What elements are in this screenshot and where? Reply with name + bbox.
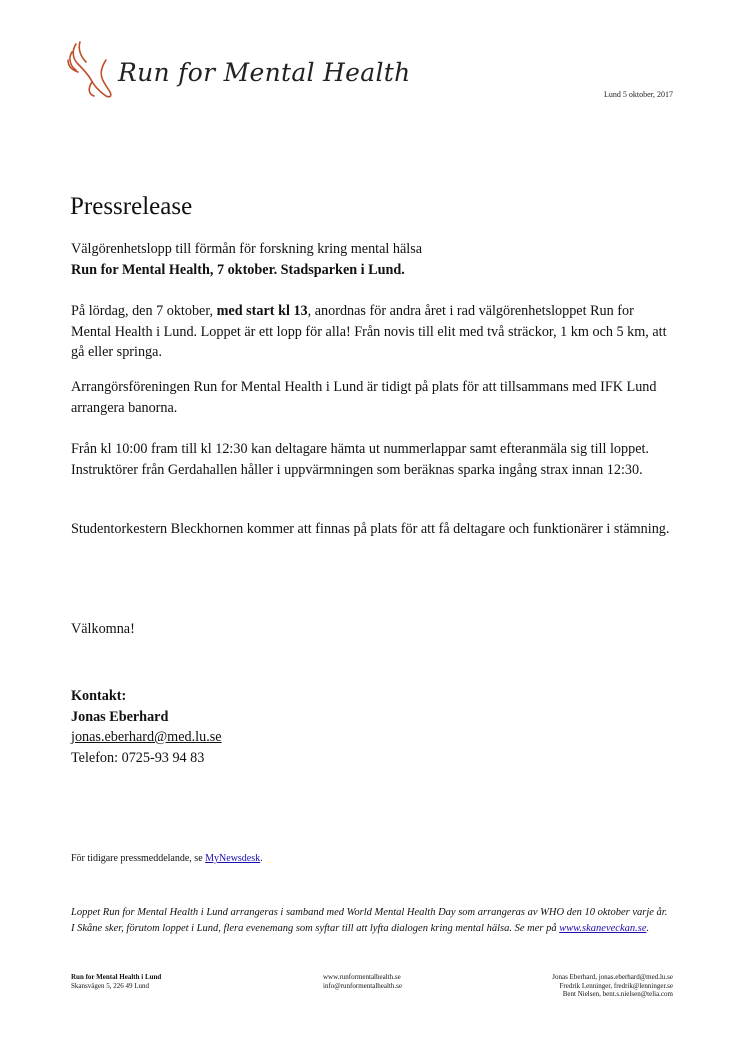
paragraph-organizer: Arrangörsföreningen Run for Mental Health i Lund är tidigt på plats för att tillsammans med IFK Lund arrangera banorna. bbox=[71, 379, 657, 416]
paragraph-intro bbox=[71, 301, 671, 363]
background-note bbox=[71, 905, 671, 937]
letter-date: Lund 5 oktober, 2017 bbox=[603, 90, 673, 99]
mynewsdesk-link[interactable]: MyNewsdesk bbox=[205, 853, 261, 864]
contact-email-link[interactable]: jonas.eberhard@med.lu.se bbox=[71, 729, 222, 745]
footer-contact-2: Fredrik Lenninger, fredrik@lenninger.se bbox=[559, 981, 673, 990]
contact-phone: Telefon: 0725-93 94 83 bbox=[71, 749, 205, 766]
footer-address: Skansvägen 5, 226 49 Lund bbox=[71, 981, 149, 990]
footer-contact-1: Jonas Eberhard, jonas.eberhard@med.lu.se bbox=[552, 973, 673, 981]
previous-releases-end: . bbox=[260, 853, 263, 864]
footer-info-email: info@runformentalhealth.se bbox=[323, 981, 402, 990]
paragraph-intro-text-rest: , anordnas för andra året i rad välgörenhetsloppet Run for Mental Health i Lund. Loppet är ett lopp för alla! Från novis till elit med två sträckor, 1 km och 5 km, att gå eller springa. bbox=[71, 303, 667, 360]
contact-name: Jonas Eberhard bbox=[71, 708, 169, 725]
footer-website: www.runformentalhealth.se bbox=[323, 973, 401, 981]
footer-contact-3: Bent Nielsen, bent.s.nielsen@telia.com bbox=[562, 990, 673, 998]
paragraph-music: Studentorkestern Bleckhornen kommer att finnas på plats för att få deltagare och funktionärer i stämning. bbox=[71, 521, 670, 537]
footer-web bbox=[323, 973, 402, 990]
skaneveckan-link[interactable]: www.skaneveckan.se bbox=[559, 923, 647, 934]
footer-contacts bbox=[552, 973, 673, 999]
previous-releases bbox=[71, 853, 263, 864]
background-note-end: . bbox=[646, 923, 650, 934]
footer-org-name: Run for Mental Health i Lund bbox=[71, 973, 162, 981]
footer-organization bbox=[71, 973, 161, 990]
contact-label: Kontakt: bbox=[71, 688, 127, 704]
logo-wordmark: Run for Mental Health bbox=[118, 58, 411, 87]
paragraph-schedule: Från kl 10:00 fram till kl 12:30 kan deltagare hämta ut nummerlappar samt efteranmäla sig till loppet. Instruktörer från Gerdahallen håller i uppvärmningen som beräknas sparka ingång strax innan 12:30. bbox=[71, 441, 649, 478]
subtitle-event: Run for Mental Health, 7 oktober. Stadsparken i Lund. bbox=[71, 262, 405, 278]
winged-foot-icon bbox=[66, 38, 126, 104]
page-title: Pressrelease bbox=[70, 193, 193, 220]
contact-block bbox=[71, 686, 671, 768]
previous-releases-text: För tidigare pressmeddelande, se bbox=[71, 853, 206, 864]
background-note-text: Loppet Run for Mental Health i Lund arrangeras i samband med World Mental Health Day som arrangeras av WHO den 10 oktober varje år. I Skåne sker, förutom loppet i Lund, flera evenemang som syftar till att lyfta dialogen kring mental hälsa. Se mer på bbox=[71, 907, 668, 934]
paragraph-intro-text: På lördag, den 7 oktober, bbox=[71, 303, 217, 319]
start-time-highlight: med start kl 13 bbox=[216, 303, 308, 319]
welcome-text: Välkomna! bbox=[71, 621, 135, 637]
subtitle: Välgörenhetslopp till förmån för forskning kring mental hälsa bbox=[71, 241, 423, 257]
